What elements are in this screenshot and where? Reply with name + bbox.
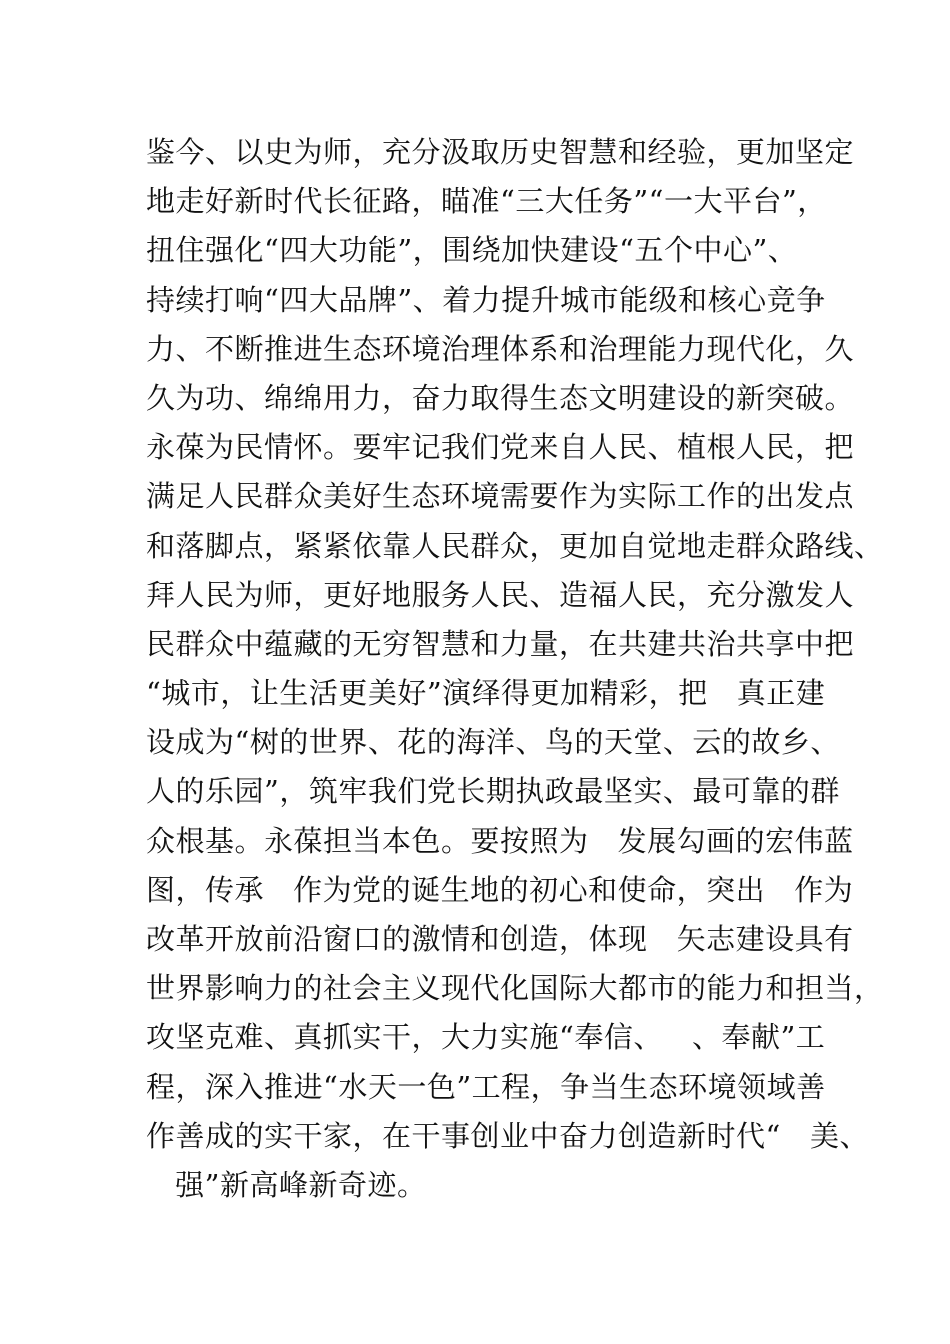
text-line: 扭住强化“四大功能”，围绕加快建设“五个中心”、 — [146, 233, 798, 268]
text-line: 作善成的实干家，在干事创业中奋力创造新时代“ 美、 — [146, 1118, 869, 1153]
text-line: 程，深入推进“水天一色”工程，争当生态环境领域善 — [146, 1069, 826, 1104]
text-line: 力、不断推进生态环境治理体系和治理能力现代化，久 — [146, 331, 855, 366]
text-line: 改革开放前沿窗口的激情和创造，体现 矢志建设具有 — [146, 922, 854, 956]
text-line: 设成为“树的世界、花的海洋、鸟的天堂、云的故乡、 — [146, 725, 840, 760]
text-line: 攻坚克难、真抓实干，大力实施“奉信、 、奉献”工 — [146, 1020, 826, 1055]
text-line: 民群众中蕴藏的无穷智慧和力量，在共建共治共享中把 — [146, 626, 855, 661]
text-line: 久为功、绵绵用力，奋力取得生态文明建设的新突破。 — [146, 380, 855, 415]
text-line: 众根基。永葆担当本色。要按照为 发展勾画的宏伟蓝 — [146, 823, 854, 858]
text-line: 人的乐园”，筑牢我们党长期执政最坚实、最可靠的群 — [146, 774, 840, 809]
text-line: 世界影响力的社会主义现代化国际大都市的能力和担当， — [146, 971, 884, 1006]
text-line: 图，传承 作为党的诞生地的初心和使命，突出 作为 — [146, 872, 854, 907]
text-line: 满足人民群众美好生态环境需要作为实际工作的出发点 — [146, 479, 855, 514]
body-text — [146, 128, 884, 1210]
text-line: 拜人民为师，更好地服务人民、造福人民，充分激发人 — [146, 577, 855, 612]
text-line: 和落脚点，紧紧依靠人民群众，更加自觉地走群众路线、 — [146, 528, 884, 563]
text-line: 地走好新时代长征路，瞄准“三大任务”“一大平台”， — [146, 184, 827, 219]
text-line: 鉴今、以史为师，充分汲取历史智慧和经验，更加坚定 — [146, 135, 855, 169]
text-line: 永葆为民情怀。要牢记我们党来自人民、植根人民，把 — [146, 430, 855, 465]
text-line: 强”新高峰新奇迹。 — [146, 1167, 427, 1202]
text-line: 持续打响“四大品牌”、着力提升城市能级和核心竞争 — [146, 282, 826, 317]
text-line: “城市，让生活更美好”演绎得更加精彩，把 真正建 — [146, 676, 826, 711]
